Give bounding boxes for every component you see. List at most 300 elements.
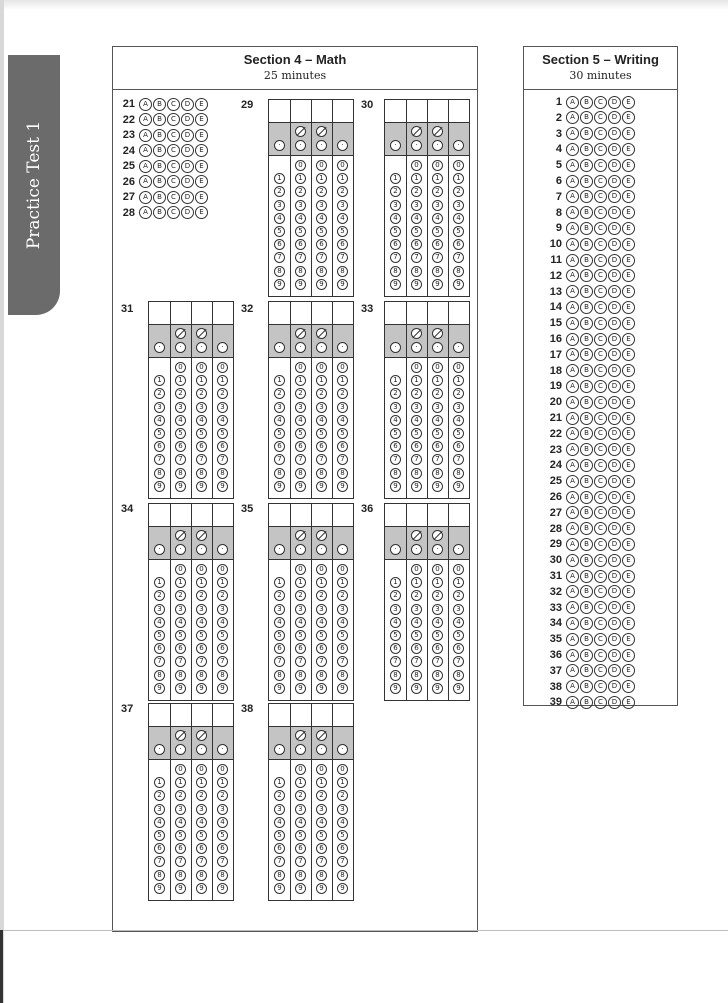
decimal-bubble[interactable]: · [295,744,306,755]
answer-bubble-d[interactable]: D [608,333,621,346]
answer-bubble-b[interactable]: B [580,664,593,677]
digit-bubble-4[interactable]: 4 [411,213,422,224]
digit-bubble-0[interactable]: 0 [295,564,306,575]
answer-bubble-b[interactable]: B [580,364,593,377]
digit-bubble-9[interactable]: 9 [337,279,348,290]
answer-bubble-d[interactable]: D [608,301,621,314]
digit-bubble-8[interactable]: 8 [337,266,348,277]
digit-bubble-6[interactable]: 6 [453,441,464,452]
answer-bubble-d[interactable]: D [608,396,621,409]
digit-bubble-6[interactable]: 6 [295,643,306,654]
grid-write-in-boxes[interactable] [149,302,233,324]
digit-bubble-7[interactable]: 7 [411,656,422,667]
digit-bubble-6[interactable]: 6 [411,441,422,452]
digit-bubble-8[interactable]: 8 [316,266,327,277]
answer-bubble-e[interactable]: E [622,348,635,361]
digit-bubble-6[interactable]: 6 [154,441,165,452]
answer-bubble-c[interactable]: C [594,143,607,156]
answer-bubble-b[interactable]: B [580,333,593,346]
answer-bubble-b[interactable]: B [153,144,166,157]
digit-bubble-5[interactable]: 5 [316,630,327,641]
digit-bubble-7[interactable]: 7 [453,656,464,667]
digit-bubble-3[interactable]: 3 [453,402,464,413]
answer-bubble-e[interactable]: E [622,554,635,567]
answer-bubble-d[interactable]: D [608,190,621,203]
answer-bubble-a[interactable]: A [139,144,152,157]
answer-bubble-c[interactable]: C [594,459,607,472]
digit-bubble-9[interactable]: 9 [196,683,207,694]
digit-bubble-4[interactable]: 4 [453,415,464,426]
digit-bubble-1[interactable]: 1 [316,173,327,184]
digit-bubble-7[interactable]: 7 [295,454,306,465]
digit-bubble-2[interactable]: 2 [411,388,422,399]
digit-bubble-3[interactable]: 3 [274,402,285,413]
digit-bubble-2[interactable]: 2 [217,388,228,399]
digit-bubble-0[interactable]: 0 [196,362,207,373]
answer-bubble-b[interactable]: B [580,696,593,709]
answer-bubble-d[interactable]: D [608,585,621,598]
answer-bubble-b[interactable]: B [580,143,593,156]
answer-bubble-a[interactable]: A [566,475,579,488]
answer-bubble-a[interactable]: A [566,617,579,630]
digit-bubble-9[interactable]: 9 [295,481,306,492]
answer-bubble-b[interactable]: B [580,412,593,425]
digit-bubble-3[interactable]: 3 [154,402,165,413]
digit-bubble-1[interactable]: 1 [295,777,306,788]
digit-bubble-6[interactable]: 6 [390,643,401,654]
digit-bubble-5[interactable]: 5 [175,630,186,641]
answer-bubble-a[interactable]: A [566,317,579,330]
answer-bubble-b[interactable]: B [580,601,593,614]
digit-bubble-3[interactable]: 3 [196,804,207,815]
answer-bubble-e[interactable]: E [622,664,635,677]
answer-bubble-a[interactable]: A [566,601,579,614]
digit-bubble-6[interactable]: 6 [316,441,327,452]
answer-bubble-e[interactable]: E [622,601,635,614]
answer-bubble-e[interactable]: E [622,522,635,535]
answer-bubble-c[interactable]: C [594,111,607,124]
answer-bubble-c[interactable]: C [594,396,607,409]
answer-bubble-e[interactable]: E [622,333,635,346]
answer-bubble-b[interactable]: B [153,175,166,188]
digit-bubble-5[interactable]: 5 [432,226,443,237]
digit-bubble-8[interactable]: 8 [175,468,186,479]
digit-bubble-6[interactable]: 6 [154,643,165,654]
answer-bubble-c[interactable]: C [594,206,607,219]
grid-write-in-boxes[interactable] [385,302,469,324]
answer-bubble-e[interactable]: E [622,696,635,709]
answer-bubble-d[interactable]: D [608,570,621,583]
answer-bubble-c[interactable]: C [594,522,607,535]
digit-bubble-1[interactable]: 1 [217,375,228,386]
digit-bubble-9[interactable]: 9 [154,481,165,492]
answer-bubble-a[interactable]: A [139,160,152,173]
digit-bubble-4[interactable]: 4 [274,213,285,224]
answer-bubble-e[interactable]: E [622,190,635,203]
digit-bubble-6[interactable]: 6 [337,239,348,250]
digit-bubble-4[interactable]: 4 [295,817,306,828]
decimal-bubble[interactable]: · [295,140,306,151]
digit-bubble-8[interactable]: 8 [453,670,464,681]
digit-bubble-2[interactable]: 2 [196,590,207,601]
digit-bubble-3[interactable]: 3 [196,402,207,413]
digit-bubble-5[interactable]: 5 [316,830,327,841]
decimal-bubble[interactable]: · [316,140,327,151]
answer-bubble-d[interactable]: D [608,96,621,109]
grid-write-in-boxes[interactable] [385,100,469,122]
digit-bubble-3[interactable]: 3 [432,200,443,211]
digit-bubble-3[interactable]: 3 [316,804,327,815]
digit-bubble-3[interactable]: 3 [295,402,306,413]
answer-bubble-d[interactable]: D [608,348,621,361]
answer-bubble-c[interactable]: C [594,333,607,346]
answer-bubble-d[interactable]: D [181,160,194,173]
digit-bubble-7[interactable]: 7 [274,656,285,667]
slash-bubble[interactable] [432,126,443,137]
decimal-bubble[interactable]: · [316,744,327,755]
digit-bubble-2[interactable]: 2 [390,186,401,197]
digit-bubble-8[interactable]: 8 [196,870,207,881]
digit-bubble-2[interactable]: 2 [453,590,464,601]
answer-bubble-c[interactable]: C [594,348,607,361]
answer-bubble-c[interactable]: C [594,222,607,235]
digit-bubble-1[interactable]: 1 [316,577,327,588]
digit-bubble-9[interactable]: 9 [390,279,401,290]
slash-bubble[interactable] [295,730,306,741]
digit-bubble-6[interactable]: 6 [432,643,443,654]
answer-bubble-e[interactable]: E [195,144,208,157]
answer-bubble-c[interactable]: C [594,175,607,188]
digit-bubble-9[interactable]: 9 [175,883,186,894]
answer-bubble-a[interactable]: A [566,491,579,504]
decimal-bubble[interactable]: · [390,544,401,555]
answer-bubble-e[interactable]: E [622,159,635,172]
digit-bubble-7[interactable]: 7 [154,656,165,667]
digit-bubble-1[interactable]: 1 [453,375,464,386]
digit-bubble-8[interactable]: 8 [154,870,165,881]
decimal-bubble[interactable]: · [217,744,228,755]
digit-bubble-1[interactable]: 1 [175,777,186,788]
answer-bubble-a[interactable]: A [566,127,579,140]
digit-bubble-5[interactable]: 5 [295,630,306,641]
slash-bubble[interactable] [175,328,186,339]
digit-bubble-0[interactable]: 0 [295,160,306,171]
digit-bubble-3[interactable]: 3 [453,200,464,211]
answer-bubble-c[interactable]: C [594,696,607,709]
answer-bubble-c[interactable]: C [594,570,607,583]
digit-bubble-6[interactable]: 6 [432,441,443,452]
digit-bubble-1[interactable]: 1 [453,577,464,588]
answer-bubble-c[interactable]: C [167,191,180,204]
digit-bubble-5[interactable]: 5 [432,630,443,641]
digit-bubble-8[interactable]: 8 [295,266,306,277]
digit-bubble-3[interactable]: 3 [175,604,186,615]
digit-bubble-3[interactable]: 3 [295,200,306,211]
answer-bubble-c[interactable]: C [167,129,180,142]
digit-bubble-5[interactable]: 5 [274,226,285,237]
answer-bubble-d[interactable]: D [608,317,621,330]
digit-bubble-2[interactable]: 2 [274,186,285,197]
answer-bubble-e[interactable]: E [622,317,635,330]
digit-bubble-1[interactable]: 1 [432,375,443,386]
digit-bubble-4[interactable]: 4 [196,415,207,426]
digit-bubble-8[interactable]: 8 [316,468,327,479]
answer-bubble-c[interactable]: C [594,285,607,298]
digit-bubble-6[interactable]: 6 [274,239,285,250]
answer-bubble-e[interactable]: E [622,238,635,251]
slash-bubble[interactable] [295,328,306,339]
digit-bubble-1[interactable]: 1 [175,375,186,386]
digit-bubble-3[interactable]: 3 [274,200,285,211]
digit-bubble-2[interactable]: 2 [337,590,348,601]
digit-bubble-1[interactable]: 1 [337,777,348,788]
digit-bubble-5[interactable]: 5 [196,428,207,439]
digit-bubble-8[interactable]: 8 [295,870,306,881]
decimal-bubble[interactable]: · [154,342,165,353]
digit-bubble-3[interactable]: 3 [411,402,422,413]
answer-bubble-b[interactable]: B [580,506,593,519]
decimal-bubble[interactable]: · [274,744,285,755]
slash-bubble[interactable] [295,126,306,137]
digit-bubble-9[interactable]: 9 [411,683,422,694]
answer-bubble-b[interactable]: B [580,285,593,298]
answer-bubble-e[interactable]: E [622,111,635,124]
answer-bubble-a[interactable]: A [566,254,579,267]
digit-bubble-0[interactable]: 0 [432,564,443,575]
digit-bubble-7[interactable]: 7 [316,252,327,263]
digit-bubble-8[interactable]: 8 [337,468,348,479]
answer-bubble-a[interactable]: A [566,159,579,172]
answer-bubble-e[interactable]: E [622,475,635,488]
digit-bubble-3[interactable]: 3 [432,402,443,413]
digit-bubble-6[interactable]: 6 [390,441,401,452]
answer-bubble-b[interactable]: B [580,396,593,409]
digit-bubble-1[interactable]: 1 [196,577,207,588]
answer-bubble-d[interactable]: D [181,129,194,142]
answer-bubble-b[interactable]: B [580,522,593,535]
answer-bubble-e[interactable]: E [622,364,635,377]
decimal-bubble[interactable]: · [175,544,186,555]
digit-bubble-3[interactable]: 3 [390,604,401,615]
answer-bubble-e[interactable]: E [195,206,208,219]
answer-bubble-a[interactable]: A [566,285,579,298]
digit-bubble-3[interactable]: 3 [196,604,207,615]
decimal-bubble[interactable]: · [295,342,306,353]
digit-bubble-9[interactable]: 9 [295,279,306,290]
digit-bubble-6[interactable]: 6 [217,843,228,854]
digit-bubble-0[interactable]: 0 [217,764,228,775]
digit-bubble-2[interactable]: 2 [274,590,285,601]
slash-bubble[interactable] [196,328,207,339]
answer-bubble-c[interactable]: C [594,127,607,140]
digit-bubble-6[interactable]: 6 [316,843,327,854]
digit-bubble-9[interactable]: 9 [390,481,401,492]
digit-bubble-4[interactable]: 4 [175,817,186,828]
grid-write-in-boxes[interactable] [269,302,353,324]
decimal-bubble[interactable]: · [274,140,285,151]
digit-bubble-7[interactable]: 7 [337,454,348,465]
digit-bubble-4[interactable]: 4 [175,415,186,426]
answer-bubble-e[interactable]: E [622,254,635,267]
digit-bubble-3[interactable]: 3 [175,402,186,413]
answer-bubble-b[interactable]: B [580,475,593,488]
digit-bubble-4[interactable]: 4 [217,415,228,426]
answer-bubble-a[interactable]: A [139,129,152,142]
digit-bubble-9[interactable]: 9 [337,683,348,694]
digit-bubble-3[interactable]: 3 [316,402,327,413]
digit-bubble-6[interactable]: 6 [453,643,464,654]
digit-bubble-9[interactable]: 9 [337,481,348,492]
digit-bubble-1[interactable]: 1 [196,375,207,386]
digit-bubble-2[interactable]: 2 [274,790,285,801]
digit-bubble-1[interactable]: 1 [432,173,443,184]
digit-bubble-2[interactable]: 2 [196,388,207,399]
digit-bubble-1[interactable]: 1 [274,577,285,588]
digit-bubble-8[interactable]: 8 [154,670,165,681]
answer-bubble-b[interactable]: B [580,269,593,282]
digit-bubble-7[interactable]: 7 [175,656,186,667]
digit-bubble-0[interactable]: 0 [316,764,327,775]
digit-bubble-2[interactable]: 2 [337,790,348,801]
answer-bubble-a[interactable]: A [566,396,579,409]
digit-bubble-2[interactable]: 2 [432,388,443,399]
decimal-bubble[interactable]: · [411,544,422,555]
answer-bubble-a[interactable]: A [139,175,152,188]
digit-bubble-8[interactable]: 8 [316,870,327,881]
answer-bubble-d[interactable]: D [608,680,621,693]
digit-bubble-3[interactable]: 3 [316,604,327,615]
decimal-bubble[interactable]: · [175,744,186,755]
digit-bubble-1[interactable]: 1 [217,777,228,788]
answer-bubble-e[interactable]: E [622,127,635,140]
digit-bubble-7[interactable]: 7 [217,454,228,465]
digit-bubble-1[interactable]: 1 [432,577,443,588]
digit-bubble-9[interactable]: 9 [411,481,422,492]
digit-bubble-0[interactable]: 0 [337,160,348,171]
digit-bubble-7[interactable]: 7 [217,856,228,867]
digit-bubble-2[interactable]: 2 [337,388,348,399]
digit-bubble-5[interactable]: 5 [175,830,186,841]
digit-bubble-7[interactable]: 7 [274,252,285,263]
answer-bubble-c[interactable]: C [594,680,607,693]
answer-bubble-e[interactable]: E [195,113,208,126]
digit-bubble-0[interactable]: 0 [337,362,348,373]
digit-bubble-5[interactable]: 5 [337,830,348,841]
answer-bubble-b[interactable]: B [580,459,593,472]
digit-bubble-2[interactable]: 2 [390,590,401,601]
digit-bubble-9[interactable]: 9 [175,683,186,694]
digit-bubble-2[interactable]: 2 [175,388,186,399]
digit-bubble-5[interactable]: 5 [432,428,443,439]
digit-bubble-9[interactable]: 9 [196,883,207,894]
digit-bubble-8[interactable]: 8 [337,870,348,881]
digit-bubble-2[interactable]: 2 [390,388,401,399]
decimal-bubble[interactable]: · [175,342,186,353]
digit-bubble-4[interactable]: 4 [337,817,348,828]
digit-bubble-3[interactable]: 3 [217,604,228,615]
digit-bubble-0[interactable]: 0 [453,160,464,171]
digit-bubble-9[interactable]: 9 [295,883,306,894]
digit-bubble-7[interactable]: 7 [337,856,348,867]
digit-bubble-6[interactable]: 6 [390,239,401,250]
digit-bubble-2[interactable]: 2 [432,186,443,197]
digit-bubble-5[interactable]: 5 [390,630,401,641]
slash-bubble[interactable] [175,530,186,541]
answer-bubble-c[interactable]: C [167,98,180,111]
digit-bubble-0[interactable]: 0 [411,362,422,373]
answer-bubble-d[interactable]: D [608,506,621,519]
digit-bubble-0[interactable]: 0 [217,362,228,373]
digit-bubble-5[interactable]: 5 [217,428,228,439]
answer-bubble-b[interactable]: B [153,113,166,126]
answer-bubble-a[interactable]: A [566,570,579,583]
digit-bubble-9[interactable]: 9 [154,683,165,694]
answer-bubble-e[interactable]: E [622,285,635,298]
digit-bubble-2[interactable]: 2 [217,790,228,801]
answer-bubble-b[interactable]: B [580,127,593,140]
digit-bubble-7[interactable]: 7 [390,252,401,263]
answer-bubble-a[interactable]: A [139,206,152,219]
digit-bubble-4[interactable]: 4 [196,617,207,628]
digit-bubble-1[interactable]: 1 [274,173,285,184]
digit-bubble-4[interactable]: 4 [390,213,401,224]
decimal-bubble[interactable]: · [274,544,285,555]
digit-bubble-0[interactable]: 0 [337,764,348,775]
decimal-bubble[interactable]: · [196,544,207,555]
decimal-bubble[interactable]: · [453,342,464,353]
digit-bubble-4[interactable]: 4 [411,415,422,426]
decimal-bubble[interactable]: · [316,342,327,353]
digit-bubble-8[interactable]: 8 [411,468,422,479]
digit-bubble-7[interactable]: 7 [217,656,228,667]
slash-bubble[interactable] [411,530,422,541]
digit-bubble-5[interactable]: 5 [154,830,165,841]
slash-bubble[interactable] [196,730,207,741]
digit-bubble-6[interactable]: 6 [295,843,306,854]
digit-bubble-1[interactable]: 1 [390,375,401,386]
digit-bubble-8[interactable]: 8 [316,670,327,681]
digit-bubble-0[interactable]: 0 [411,160,422,171]
digit-bubble-6[interactable]: 6 [337,643,348,654]
digit-bubble-2[interactable]: 2 [217,590,228,601]
decimal-bubble[interactable]: · [316,544,327,555]
answer-bubble-c[interactable]: C [167,206,180,219]
digit-bubble-8[interactable]: 8 [390,266,401,277]
digit-bubble-9[interactable]: 9 [154,883,165,894]
digit-bubble-5[interactable]: 5 [453,226,464,237]
answer-bubble-a[interactable]: A [566,459,579,472]
answer-bubble-a[interactable]: A [139,191,152,204]
digit-bubble-1[interactable]: 1 [274,375,285,386]
digit-bubble-1[interactable]: 1 [411,173,422,184]
answer-bubble-a[interactable]: A [566,633,579,646]
answer-bubble-b[interactable]: B [153,206,166,219]
answer-bubble-a[interactable]: A [566,443,579,456]
slash-bubble[interactable] [295,530,306,541]
digit-bubble-3[interactable]: 3 [390,200,401,211]
digit-bubble-9[interactable]: 9 [432,279,443,290]
answer-bubble-e[interactable]: E [622,570,635,583]
digit-bubble-5[interactable]: 5 [390,226,401,237]
digit-bubble-5[interactable]: 5 [295,226,306,237]
digit-bubble-6[interactable]: 6 [274,441,285,452]
digit-bubble-1[interactable]: 1 [316,777,327,788]
digit-bubble-9[interactable]: 9 [316,683,327,694]
decimal-bubble[interactable]: · [196,342,207,353]
digit-bubble-5[interactable]: 5 [411,226,422,237]
digit-bubble-8[interactable]: 8 [337,670,348,681]
digit-bubble-1[interactable]: 1 [337,577,348,588]
